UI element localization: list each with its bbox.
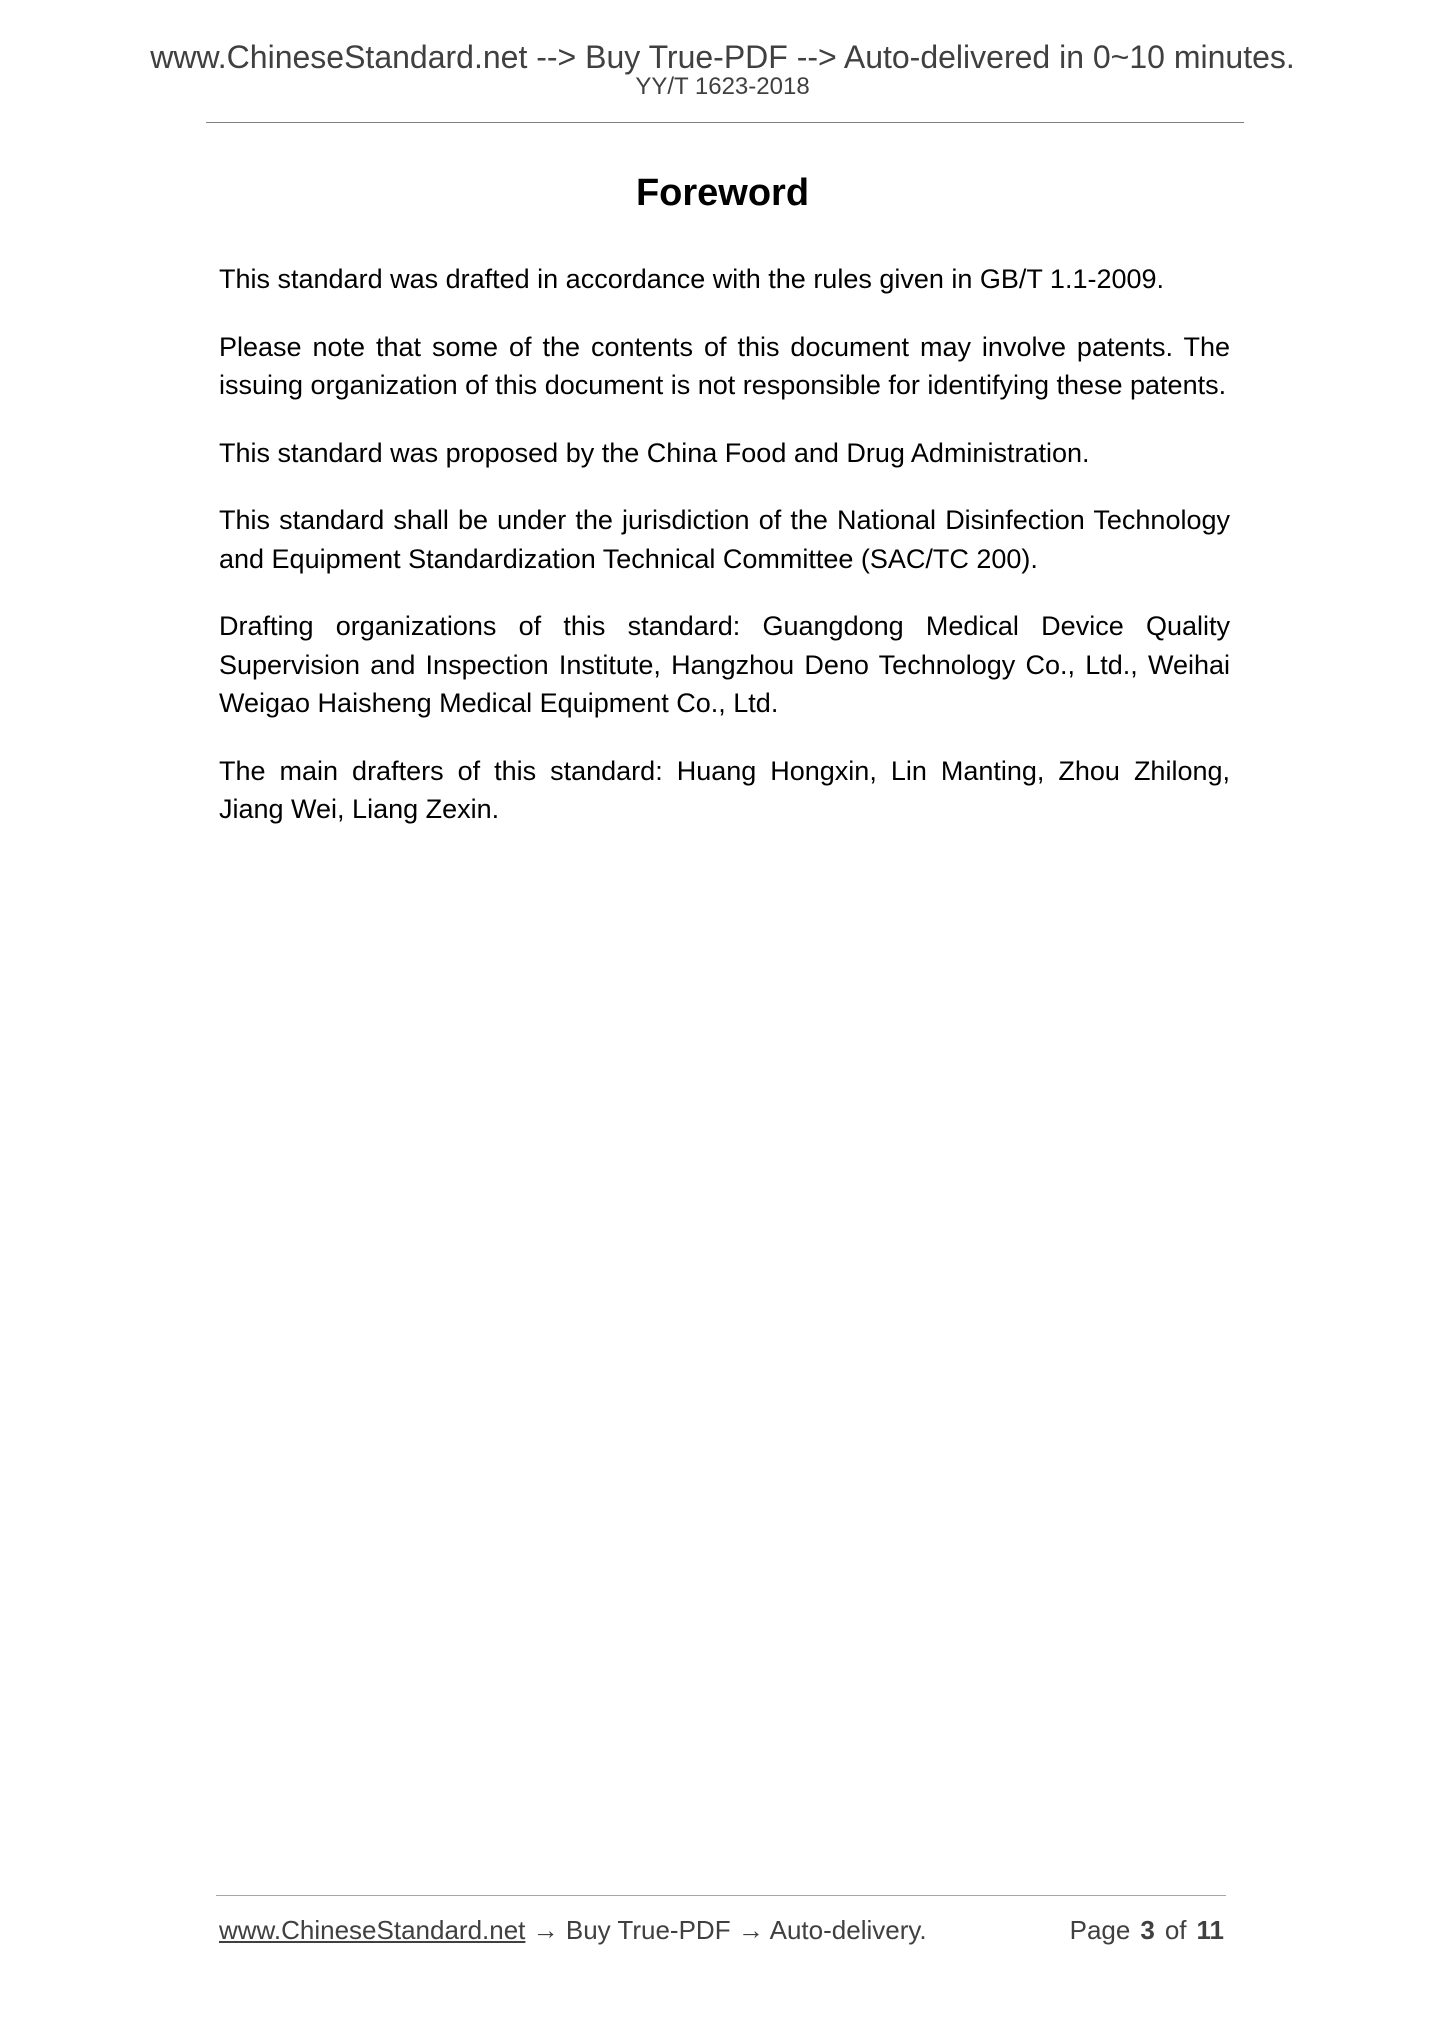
paragraph-drafting-rules: This standard was drafted in accordance with the rules given in GB/T 1.1-2009. (219, 264, 1165, 294)
document-id: YY/T 1623-2018 (635, 73, 810, 100)
page-title: Foreword (635, 172, 810, 214)
footer-site-link[interactable]: www.ChineseStandard.net (219, 1915, 526, 1945)
paragraph-jurisdiction: This standard shall be under the jurisdiction of the National Disinfection Technology and Equipment Standardization Technical Committee (SAC/TC 200). (219, 505, 1230, 574)
footer-buy-text: Buy True-PDF (565, 1915, 731, 1945)
paragraph-proposed-by: This standard was proposed by the China Food and Drug Administration. (219, 437, 1090, 468)
header-divider (206, 122, 1244, 123)
arrow-right-icon: → (737, 1915, 764, 1945)
current-page: 3 (1140, 1915, 1155, 1945)
of-label: of (1164, 1915, 1187, 1945)
paragraph-patents: Please note that some of the contents of this document may involve patents. The issuing organization of this document is not responsible for identifying these patents. (219, 331, 1230, 400)
page-label: Page (1069, 1915, 1131, 1945)
total-pages: 11 (1196, 1915, 1224, 1945)
paragraph-drafting-organizations: Drafting organizations of this standard: Guangdong Medical Device Quality Supervision and Inspection Institute, Hangzhou Deno Technology Co., Ltd., Weihai Weigao Haisheng Medical Equipment Co., Ltd. (219, 611, 1230, 718)
footer-delivery-text: Auto-delivery. (769, 1915, 927, 1945)
footer-links (219, 1914, 927, 1946)
foreword-body (219, 260, 1230, 858)
paragraph-main-drafters: The main drafters of this standard: Huang Hongxin, Lin Manting, Zhou Zhilong, Jiang Wei, Liang Zexin. (219, 755, 1230, 824)
header-banner: www.ChineseStandard.net --> Buy True-PDF --> Auto-delivered in 0~10 minutes. (150, 39, 1295, 75)
footer-divider (216, 1895, 1226, 1896)
arrow-right-icon: → (532, 1915, 559, 1945)
page-number (1070, 1914, 1224, 1946)
